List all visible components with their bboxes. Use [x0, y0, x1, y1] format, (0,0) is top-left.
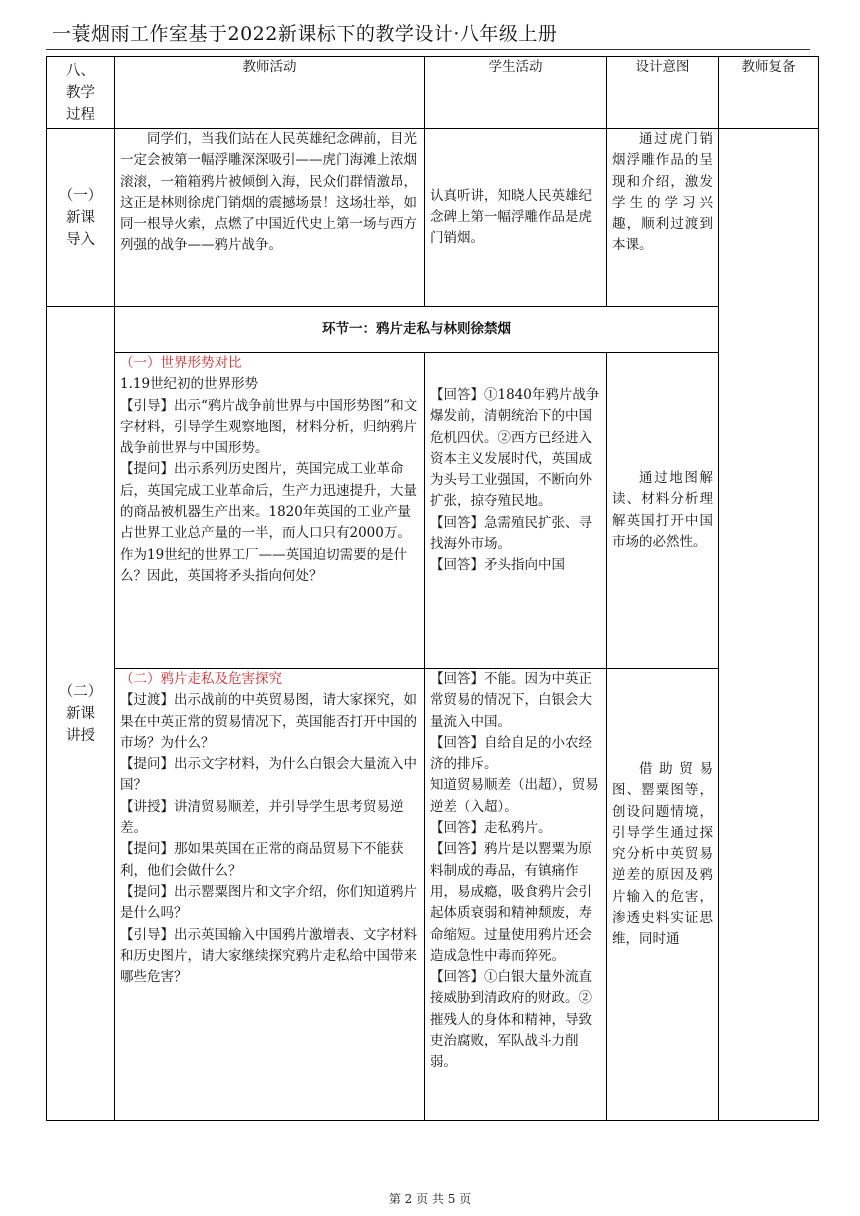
teacher-line: 1.19世纪初的世界形势 [120, 376, 259, 393]
student-line: 【回答】急需殖民扩张、寻找海外市场。 [430, 514, 592, 553]
intro-teacher-text: 同学们，当我们站在人民英雄纪念碑前，目光一定会被第一幅浮雕深深吸引——虎门海滩上浓烟滚滚，一箱箱鸦片被倾倒入海，民众们群情激昂，这正是林则徐虎门销烟的震撼场景！这场壮举，如同一根导火索，点燃了中国近代史上第一场与西方列强的战争——鸦片战争。 [120, 131, 417, 254]
intro-stage-line: 导入 [66, 231, 95, 248]
student-line: 【回答】①白银大量外流直接威胁到清政府的财政。②摧残人的身体和精神，导致吏治腐败，军队战斗力削弱。 [430, 969, 592, 1071]
intro-stage-line: （一） [58, 187, 103, 204]
opium-harm-teacher [115, 669, 425, 1121]
header-teacher-review: 教师复备 [719, 57, 819, 129]
header-divider [46, 49, 810, 50]
intro-student-text: 认真听讲，知晓人民英雄纪念碑上第一幅浮雕作品是虎门销烟。 [430, 187, 592, 247]
opium-harm-intent [607, 669, 719, 1121]
world-situation-intent [607, 353, 719, 669]
opium-harm-student [425, 669, 607, 1121]
opium-harm-heading: （二）鸦片走私及危害探究 [120, 671, 282, 687]
teacher-line: 【提问】出示文字材料，为什么白银会大量流入中国？ [120, 756, 417, 794]
header-stage-line: 教学 [66, 84, 95, 101]
header-design-intent: 设计意图 [607, 57, 719, 129]
intro-row [47, 129, 819, 307]
world-situation-student [425, 353, 607, 669]
lecture-stage-line: 新课 [66, 705, 95, 722]
header-teacher-activity: 教师活动 [115, 57, 425, 129]
intro-design-intent [607, 129, 719, 307]
teaching-process-table [46, 56, 819, 1121]
header-student-activity: 学生活动 [425, 57, 607, 129]
intro-stage-cell [47, 129, 115, 307]
teacher-line: 【提问】出示罂粟图片和文字介绍，你们知道鸦片是什么吗？ [120, 883, 417, 922]
page-header: 一蓑烟雨工作室基于2022新课标下的教学设计·八年级上册 [52, 23, 558, 45]
teacher-line: 【提问】出示系列历史图片，英国完成工业革命后，英国完成工业革命后，生产力迅速提升，大量的商品被机器生产出来。1820年英国的工业产量占世界工业总产量的一半，而人口只有2000万。作为19世纪的世界工厂——英国迫切需要的是什么？因此，英国将矛头指向何处？ [120, 461, 417, 584]
student-line: 知道贸易顺差（出超），贸易逆差（入超）。 [430, 777, 599, 815]
intro-student-activity [425, 129, 607, 307]
student-line: 【回答】①1840年鸦片战争爆发前，清朝统治下的中国危机四伏。②西方已经进入资本主义发展时代，英国成为头号工业强国，不断向外扩张，掠夺殖民地。 [430, 387, 600, 510]
intro-stage-line: 新课 [66, 209, 95, 226]
lecture-stage-line: 讲授 [66, 727, 95, 744]
student-line: 【回答】自给自足的小农经济的排斥。 [430, 734, 592, 773]
student-line: 【回答】不能。因为中英正常贸易的情况下，白银会大量流入中国。 [430, 671, 592, 730]
student-line: 【回答】矛头指向中国 [430, 557, 565, 574]
teacher-line: 【提问】那如果英国在正常的商品贸易下不能获利，他们会做什么？ [120, 841, 404, 879]
page-footer: 第 2 页 共 5 页 [388, 1192, 472, 1206]
header-stage-line: 过程 [66, 106, 95, 123]
link-title-row [47, 307, 819, 353]
link-one-title: 环节一：鸦片走私与林则徐禁烟 [115, 307, 719, 353]
intro-teacher-activity [115, 129, 425, 307]
student-line: 【回答】走私鸦片。 [430, 820, 552, 837]
table-header-row [47, 57, 819, 129]
header-stage-line: 八、 [66, 62, 95, 79]
lecture-stage-cell [47, 307, 115, 1121]
world-situation-row [47, 353, 819, 669]
world-situation-heading: （一）世界形势对比 [120, 355, 242, 371]
teacher-review-cell [719, 129, 819, 1121]
teacher-line: 【引导】出示英国输入中国鸦片激增表、文字材料和历史图片，请大家继续探究鸦片走私给中国带来哪些危害？ [120, 926, 417, 986]
opium-harm-row [47, 669, 819, 1121]
world-situation-teacher [115, 353, 425, 669]
world-situation-intent-text: 通过地图解读、材料分析理解英国打开中国市场的必然性。 [612, 469, 713, 550]
lecture-stage-line: （二） [58, 683, 103, 700]
teacher-line: 【讲授】讲清贸易顺差，并引导学生思考贸易逆差。 [120, 798, 404, 837]
intro-intent-text: 通过虎门销烟浮雕作品的呈现和介绍，激发学生的学习兴趣，顺利过渡到本课。 [612, 131, 713, 254]
student-line: 【回答】鸦片是以罂粟为原料制成的毒品，有镇痛作用，易成瘾，吸食鸦片会引起体质衰弱和精神颓废，寿命缩短。过量使用鸦片还会造成急性中毒而猝死。 [430, 841, 592, 964]
teacher-line: 【引导】出示“鸦片战争前世界与中国形势图”和文字材料，引导学生观察地图，材料分析，归纳鸦片战争前世界与中国形势。 [120, 397, 418, 457]
teacher-line: 【过渡】出示战前的中英贸易图，请大家探究，如果在中英正常的贸易情况下，英国能否打开中国的市场？为什么？ [120, 692, 417, 751]
header-stage-cell [47, 57, 115, 129]
opium-harm-intent-text: 借助贸易图、罂粟图等，创设问题情境，引导学生通过探究分析中英贸易逆差的原因及鸦片输入的危害，渗透史料实证思维，同时通 [612, 761, 713, 948]
